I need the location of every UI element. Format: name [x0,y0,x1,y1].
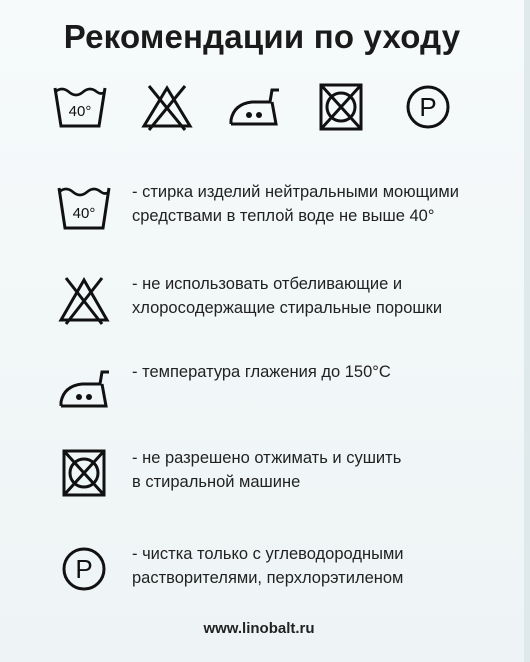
care-item-iron [56,360,496,414]
care-item-line: средствами в теплой воде не выше 40° [132,207,435,225]
iron-two-dots-icon [226,82,282,132]
care-item-wash [56,180,496,234]
svg-text:40°: 40° [72,205,96,222]
care-item-line: - не разрешено отжимать и сушить [132,449,402,467]
website-link[interactable]: www.linobalt.ru [203,620,315,637]
page-title: Рекомендации по уходу [63,18,461,55]
svg-text:40°: 40° [68,103,92,120]
no-bleach-icon [56,272,112,326]
care-icons-row [52,82,456,132]
care-item-text [132,542,404,590]
wash-40-icon [56,180,112,234]
care-item-line: хлоросодержащие стиральные порошки [132,299,443,317]
care-item-line: - стирка изделий нейтральными моющими [132,183,459,201]
care-item-text [132,180,459,228]
no-tumble-dry-icon [313,82,369,132]
care-item-line: - температура глажения до 150°С [132,363,391,381]
svg-text:P: P [75,554,93,584]
care-item-no-tumble [56,446,496,500]
care-item-text [132,446,401,494]
care-item-no-bleach [56,272,496,326]
care-item-text [132,272,442,320]
no-tumble-dry-icon [56,446,112,500]
svg-text:P: P [419,92,437,122]
care-item-line: - не использовать отбеливающие и [132,275,403,293]
care-item-dry-clean [56,542,496,596]
no-bleach-icon [139,82,195,132]
care-item-line: растворителями, перхлорэтиленом [132,569,404,587]
iron-two-dots-icon [56,360,112,414]
dry-clean-p-icon [400,82,456,132]
care-item-text [132,360,391,384]
wash-40-icon [52,82,108,132]
dry-clean-p-icon [56,542,112,596]
care-item-line: в стиральной машине [132,473,301,491]
care-item-line: - чистка только с углеводородными [132,545,404,563]
